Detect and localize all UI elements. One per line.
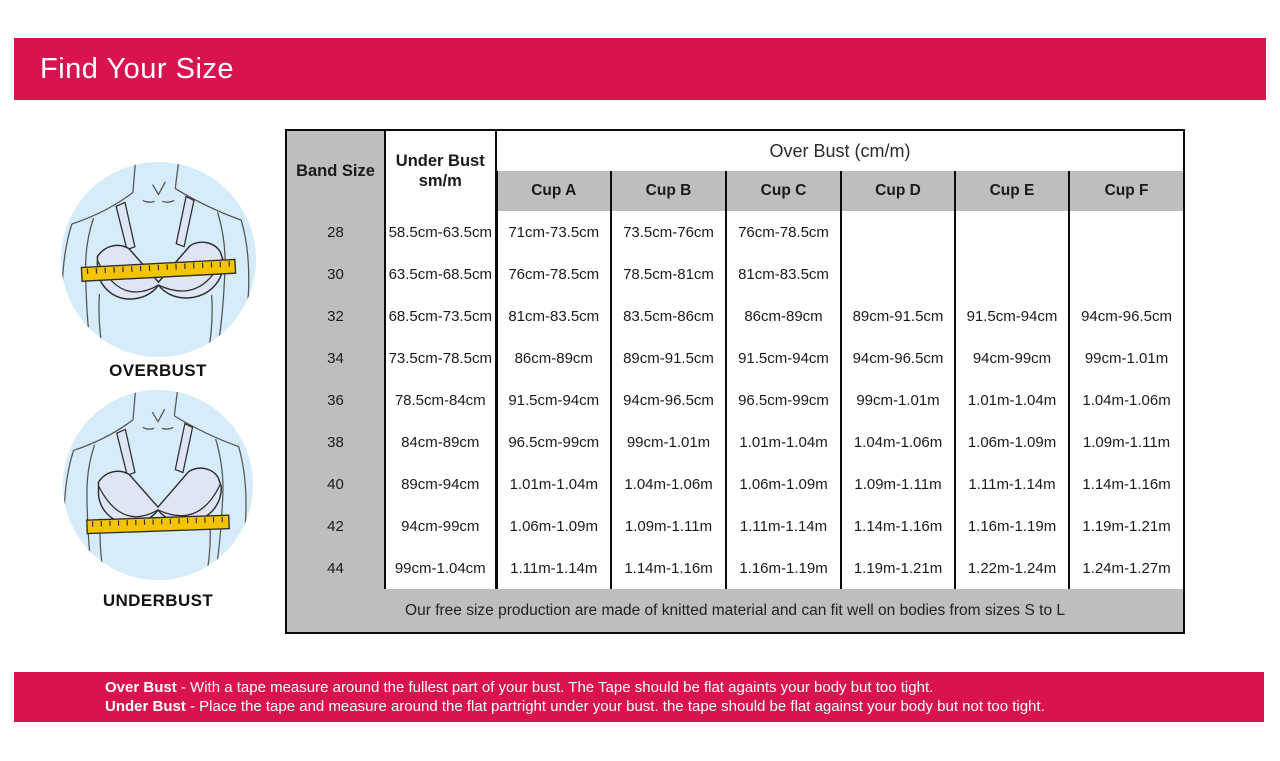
cup-range-cell: 1.01m-1.04m: [955, 379, 1069, 421]
cup-range-cell: 1.09m-1.11m: [1069, 421, 1184, 463]
cup-range-cell: 89cm-91.5cm: [611, 337, 726, 379]
size-chart-table: [285, 129, 1185, 634]
table-row: [286, 547, 1184, 589]
cup-range-cell: 1.09m-1.11m: [841, 463, 955, 505]
cup-range-cell: 86cm-89cm: [726, 295, 841, 337]
cup-range-cell: 1.01m-1.04m: [726, 421, 841, 463]
cup-range-cell: 1.06m-1.09m: [726, 463, 841, 505]
cup-a-header: Cup A: [496, 171, 611, 211]
cup-c-header: Cup C: [726, 171, 841, 211]
table-row: [286, 379, 1184, 421]
underbust-label: UNDERBUST: [102, 591, 214, 610]
size-table-body: [286, 211, 1184, 589]
cup-range-cell: 94cm-99cm: [955, 337, 1069, 379]
cup-range-cell: 89cm-91.5cm: [841, 295, 955, 337]
measuring-instructions-bar: [14, 672, 1264, 722]
cup-range-cell: 94cm-96.5cm: [841, 337, 955, 379]
page-title: Find Your Size: [40, 52, 235, 85]
cup-range-cell: 91.5cm-94cm: [726, 337, 841, 379]
cup-range-cell: 1.11m-1.14m: [496, 547, 611, 589]
cup-range-cell: 1.14m-1.16m: [611, 547, 726, 589]
under-bust-header-line1: Under Bust: [395, 152, 485, 170]
band-size-column-header: Band Size: [286, 130, 385, 211]
cup-range-cell: [1069, 253, 1184, 295]
table-row: [286, 337, 1184, 379]
cup-range-cell: 1.09m-1.11m: [611, 505, 726, 547]
under-bust-cell: 99cm-1.04cm: [385, 547, 496, 589]
under-bust-cell: 78.5cm-84cm: [385, 379, 496, 421]
under-bust-cell: 68.5cm-73.5cm: [385, 295, 496, 337]
cup-range-cell: 1.06m-1.09m: [955, 421, 1069, 463]
cup-range-cell: 1.04m-1.06m: [841, 421, 955, 463]
cup-range-cell: [841, 253, 955, 295]
cup-range-cell: 73.5cm-76cm: [611, 211, 726, 253]
under-bust-instruction: [105, 697, 1264, 717]
cup-range-cell: 71cm-73.5cm: [496, 211, 611, 253]
cup-range-cell: 91.5cm-94cm: [496, 379, 611, 421]
band-size-cell: 32: [286, 295, 385, 337]
cup-range-cell: 81cm-83.5cm: [726, 253, 841, 295]
over-bust-instruction-label: Over Bust: [105, 678, 177, 696]
cup-range-cell: 1.24m-1.27m: [1069, 547, 1184, 589]
cup-range-cell: 1.11m-1.14m: [955, 463, 1069, 505]
overbust-illustration: [60, 161, 257, 358]
under-bust-cell: 58.5cm-63.5cm: [385, 211, 496, 253]
underbust-illustration: [62, 389, 254, 581]
cup-range-cell: 96.5cm-99cm: [726, 379, 841, 421]
cup-range-cell: 76cm-78.5cm: [496, 253, 611, 295]
table-header-row-1: [286, 130, 1184, 171]
cup-range-cell: 94cm-96.5cm: [611, 379, 726, 421]
cup-range-cell: 1.16m-1.19m: [955, 505, 1069, 547]
under-bust-cell: 73.5cm-78.5cm: [385, 337, 496, 379]
cup-range-cell: 81cm-83.5cm: [496, 295, 611, 337]
band-size-cell: 34: [286, 337, 385, 379]
cup-b-header: Cup B: [611, 171, 726, 211]
band-size-cell: 36: [286, 379, 385, 421]
table-row: [286, 421, 1184, 463]
under-bust-instruction-text: - Place the tape and measure around the flat partright under your bust. the tape should be flat against your body but not too tight.: [185, 698, 1045, 715]
cup-range-cell: [1069, 211, 1184, 253]
cup-range-cell: 1.01m-1.04m: [496, 463, 611, 505]
table-note-row: [286, 589, 1184, 633]
cup-range-cell: 1.14m-1.16m: [1069, 463, 1184, 505]
cup-d-header: Cup D: [841, 171, 955, 211]
over-bust-group-header: Over Bust (cm/m): [496, 130, 1184, 171]
over-bust-instruction: [105, 678, 1264, 698]
cup-range-cell: 78.5cm-81cm: [611, 253, 726, 295]
cup-range-cell: 1.04m-1.06m: [1069, 379, 1184, 421]
band-size-cell: 44: [286, 547, 385, 589]
cup-range-cell: 1.19m-1.21m: [841, 547, 955, 589]
band-size-cell: 30: [286, 253, 385, 295]
cup-range-cell: 96.5cm-99cm: [496, 421, 611, 463]
cup-range-cell: 1.22m-1.24m: [955, 547, 1069, 589]
cup-range-cell: [955, 253, 1069, 295]
cup-range-cell: 94cm-96.5cm: [1069, 295, 1184, 337]
cup-range-cell: 86cm-89cm: [496, 337, 611, 379]
cup-range-cell: [841, 211, 955, 253]
cup-range-cell: 1.14m-1.16m: [841, 505, 955, 547]
free-size-note: Our free size production are made of knitted material and can fit well on bodies from sizes S to L: [286, 589, 1184, 633]
under-bust-cell: 84cm-89cm: [385, 421, 496, 463]
overbust-label: OVERBUST: [109, 361, 207, 380]
cup-range-cell: 1.11m-1.14m: [726, 505, 841, 547]
band-size-cell: 28: [286, 211, 385, 253]
under-bust-header-line2: sm/m: [418, 172, 462, 190]
cup-range-cell: 1.06m-1.09m: [496, 505, 611, 547]
table-row: [286, 505, 1184, 547]
cup-range-cell: 1.16m-1.19m: [726, 547, 841, 589]
overbust-figure-icon: [60, 161, 257, 358]
cup-e-header: Cup E: [955, 171, 1069, 211]
cup-range-cell: 1.04m-1.06m: [611, 463, 726, 505]
underbust-figure-icon: [62, 389, 254, 581]
cup-range-cell: [955, 211, 1069, 253]
cup-range-cell: 99cm-1.01m: [611, 421, 726, 463]
band-size-cell: 42: [286, 505, 385, 547]
page-header-bar: [14, 38, 1266, 100]
under-bust-cell: 89cm-94cm: [385, 463, 496, 505]
table-row: [286, 211, 1184, 253]
cup-range-cell: 76cm-78.5cm: [726, 211, 841, 253]
over-bust-instruction-text: - With a tape measure around the fullest part of your bust. The Tape should be flat againts your body but too tight.: [176, 678, 934, 696]
under-bust-column-header: [385, 130, 496, 211]
cup-range-cell: 83.5cm-86cm: [611, 295, 726, 337]
cup-f-header: Cup F: [1069, 171, 1184, 211]
band-size-cell: 38: [286, 421, 385, 463]
under-bust-cell: 63.5cm-68.5cm: [385, 253, 496, 295]
under-bust-cell: 94cm-99cm: [385, 505, 496, 547]
table-row: [286, 463, 1184, 505]
table-row: [286, 253, 1184, 295]
cup-range-cell: 99cm-1.01m: [841, 379, 955, 421]
table-row: [286, 295, 1184, 337]
under-bust-instruction-label: Under Bust: [105, 698, 186, 715]
cup-range-cell: 91.5cm-94cm: [955, 295, 1069, 337]
cup-range-cell: 99cm-1.01m: [1069, 337, 1184, 379]
band-size-cell: 40: [286, 463, 385, 505]
cup-range-cell: 1.19m-1.21m: [1069, 505, 1184, 547]
